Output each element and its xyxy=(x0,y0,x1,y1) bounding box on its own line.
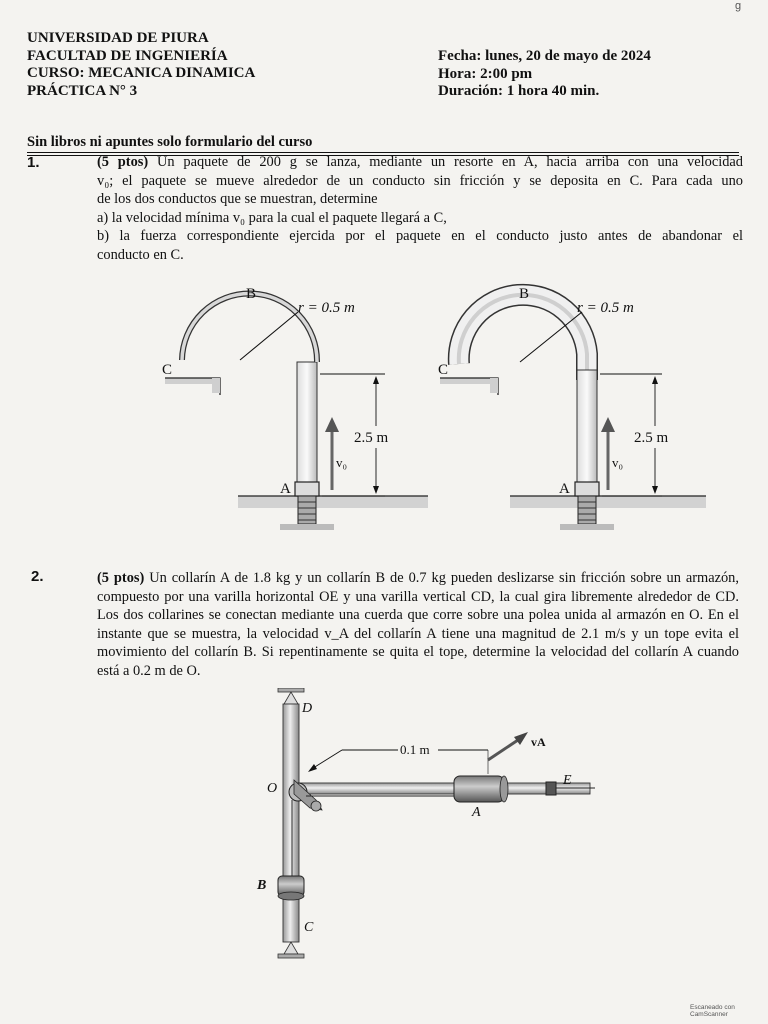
ledge-right xyxy=(440,378,498,384)
q1-line-4: a) la velocidad mínima v₀ para la cual el paquete llegará a C, xyxy=(97,209,447,226)
exam-duration: Duración: 1 hora 40 min. xyxy=(438,83,600,99)
q1-line-5: b) la fuerza correspondiente ejercida por el paquete en el conducto justo antes de abandonar el xyxy=(97,228,743,245)
q1-points: (5 ptos) xyxy=(97,154,149,170)
question-2-number: 2. xyxy=(31,568,44,585)
label-C-left: C xyxy=(162,362,173,378)
exam-time: Hora: 2:00 pm xyxy=(438,65,533,82)
corner-mark: g xyxy=(735,0,742,12)
university-name: UNIVERSIDAD DE PIURA xyxy=(27,30,209,46)
q2-body: Un collarín A de 1.8 kg y un collarín B de 0.7 kg pueden deslizarse sin fricción sobre un armazón, compuesto por una varilla horizontal OE y una varilla vertical CD, la cual gira libremente alrededor de CD. Los dos collarines se conectan mediante una cuerda que corre sobre una polea unida al armazón en O. En el instante que se muestra, la velocidad v_A del collarín A tiene una magnitud de 2.1 m/s y un tope evita el movimiento del collarín B. Si repentinamente se quita el tope, determine la velocidad del collarín A cuando está a 0.2 m de O. xyxy=(97,570,739,679)
course-name: CURSO: MECANICA DINAMICA xyxy=(27,65,256,81)
label-B-right: B xyxy=(519,286,530,302)
header-left xyxy=(27,30,255,100)
conduit-right xyxy=(438,286,706,530)
header-right xyxy=(438,48,651,101)
ground-right xyxy=(510,496,706,508)
exam-rules: Sin libros ni apuntes solo formulario del curso xyxy=(27,134,313,150)
label-distance: 0.1 m xyxy=(400,742,430,757)
question-1-number: 1. xyxy=(27,154,40,171)
label-B: B xyxy=(257,878,267,893)
figure-frame xyxy=(250,688,610,963)
scanner-watermark: Escaneado con CamScanner xyxy=(690,1004,735,1018)
label-A-right: A xyxy=(559,481,570,497)
label-height-left: 2.5 m xyxy=(354,430,389,446)
q1-line-3: de los dos conductos que se muestran, determine xyxy=(97,191,378,208)
q1-line-1-text: Un paquete de 200 g se lanza, mediante un resorte en A, hacia arriba con una velocidad xyxy=(157,154,744,170)
label-A-left: A xyxy=(280,481,291,497)
label-radius-left: r = 0.5 m xyxy=(298,300,355,316)
label-v0-left: v₀ xyxy=(336,455,348,470)
collar-A xyxy=(454,776,504,802)
q1-line-1 xyxy=(97,153,743,172)
label-D: D xyxy=(302,701,313,716)
q1-line-6: conducto en C. xyxy=(97,246,184,263)
q1-line-2: v₀; el paquete se mueve alrededor de un conducto sin fricción y se deposita en C. Para cada uno xyxy=(97,172,743,189)
question-2-text xyxy=(97,569,739,681)
rod-CD xyxy=(283,704,299,942)
label-B-left: B xyxy=(246,286,257,302)
label-E: E xyxy=(563,773,572,788)
q2-points: (5 ptos) xyxy=(97,570,145,586)
ledge-left xyxy=(165,378,220,384)
label-C: C xyxy=(304,920,314,935)
label-O: O xyxy=(267,781,278,796)
question-1-text xyxy=(97,153,743,265)
label-height-right: 2.5 m xyxy=(634,430,669,446)
figure-conduits xyxy=(150,280,710,550)
label-radius-right: r = 0.5 m xyxy=(577,300,634,316)
practice-number: PRÁCTICA N° 3 xyxy=(27,82,138,99)
conduit-left xyxy=(162,286,428,530)
faculty-name: FACULTAD DE INGENIERÍA xyxy=(27,47,228,64)
exam-date: Fecha: lunes, 20 de mayo de 2024 xyxy=(438,48,651,64)
label-vA: vA xyxy=(531,735,546,749)
label-v0-right: v₀ xyxy=(612,455,624,470)
label-C-right: C xyxy=(438,362,449,378)
label-A: A xyxy=(472,805,481,820)
ground-left xyxy=(238,496,428,508)
